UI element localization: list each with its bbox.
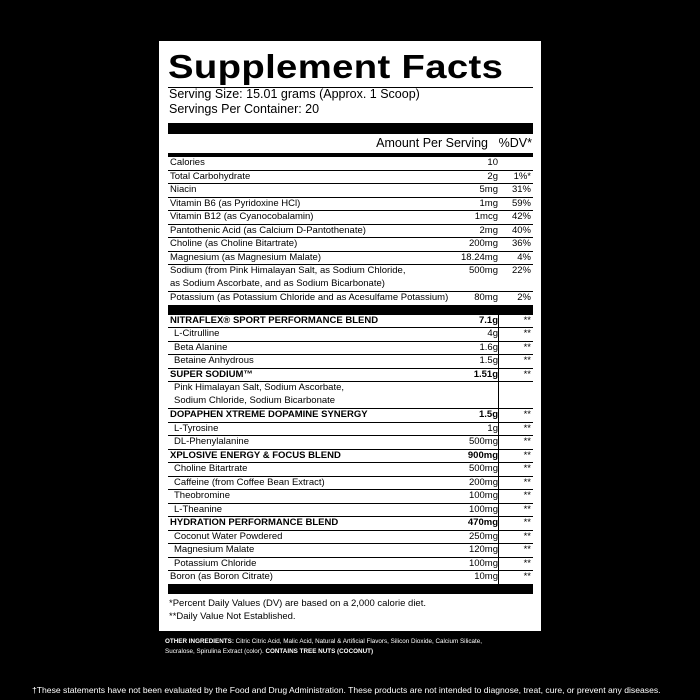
blend-ingredient-row [168, 342, 533, 356]
serving-size: Serving Size: 15.01 grams (Approx. 1 Scoop) [169, 87, 420, 101]
amount-value: 10mg [474, 571, 498, 582]
dv-value: ** [523, 314, 531, 326]
ingredient-name-line: Beta Alanine [174, 341, 228, 353]
ingredient-name [170, 252, 321, 265]
ingredient-name-line: HYDRATION PERFORMANCE BLEND [170, 517, 339, 528]
blend-ingredient-row [168, 571, 533, 585]
footnotes [169, 597, 426, 623]
ingredient-name-line: Magnesium Malate [174, 544, 255, 555]
ingredient-name [170, 450, 341, 463]
amount-value: 18.24mg [461, 251, 498, 263]
dv-value: ** [523, 490, 531, 501]
ingredient-name [174, 463, 247, 476]
other-ingredients-text: Citric Citric Acid, Malic Acid, Natural & Artificial Flavors, Silicon Dioxide, Calcium Silicate, Sucralose, Spirulina Extract (color). [165, 638, 483, 655]
amount-value: 100mg [468, 557, 498, 569]
ingredient-name-line: DL-Phenylalanine [174, 436, 249, 447]
blend-header-row [168, 450, 533, 464]
ingredient-name [174, 355, 254, 368]
dv-value: 1%* [513, 170, 531, 182]
amount-value: 200mg [468, 238, 498, 249]
dv-value: 59% [511, 197, 531, 209]
ingredient-name [170, 315, 378, 328]
amount-value: 80mg [474, 292, 498, 303]
ingredient-name-line: Betaine Anhydrous [174, 355, 254, 366]
dv-value: ** [523, 557, 531, 569]
ingredient-name [170, 571, 273, 584]
blend-ingredient-row [168, 544, 533, 558]
allergen-statement: CONTAINS TREE NUTS (COCONUT) [265, 648, 374, 655]
ingredient-name-line: L-Citrulline [174, 328, 220, 339]
ingredient-name-line: NITRAFLEX® SPORT PERFORMANCE BLEND [170, 314, 379, 326]
dv-value: ** [523, 571, 531, 582]
amount-value: 1.51g [473, 368, 498, 380]
amount-value: 900mg [467, 449, 498, 461]
ingredient-name-line: Caffeine (from Coffee Bean Extract) [174, 476, 325, 488]
ingredient-name-line-2: Sodium Chloride, Sodium Bicarbonate [174, 394, 336, 406]
ingredient-name-line: Magnesium (as Magnesium Malate) [170, 251, 322, 263]
dv-value: ** [523, 517, 531, 528]
nutrient-row [168, 171, 533, 185]
ingredient-name [170, 369, 253, 382]
nutrient-row [168, 238, 533, 252]
ingredient-name-line: Coconut Water Powdered [174, 530, 283, 542]
nutrient-row [168, 292, 533, 306]
ingredient-name [170, 409, 368, 422]
ingredient-name [174, 423, 218, 436]
thick-divider [168, 306, 533, 315]
amount-value: 1mcg [474, 211, 498, 222]
amount-value: 2mg [479, 224, 498, 236]
ingredient-name-line: Vitamin B12 (as Cyanocobalamin) [170, 211, 314, 222]
other-ingredients-label: OTHER INGREDIENTS: [165, 638, 234, 645]
dv-value: 42% [511, 211, 531, 222]
ingredient-name-line: Pink Himalayan Salt, Sodium Ascorbate, [174, 382, 345, 393]
facts-table [168, 157, 533, 594]
ingredient-name [170, 184, 196, 197]
ingredient-name-line: Boron (as Boron Citrate) [170, 571, 273, 582]
nutrient-row [168, 225, 533, 239]
amount-value: 1.5g [478, 409, 498, 420]
amount-value: 100mg [468, 503, 498, 515]
dv-value: 40% [511, 224, 531, 236]
dv-value: ** [523, 503, 531, 515]
nutrient-row [168, 157, 533, 171]
ingredient-name [170, 238, 297, 251]
amount-value: 120mg [468, 544, 498, 555]
ingredient-name [174, 328, 219, 341]
amount-value: 4g [487, 328, 498, 339]
blend-ingredient-row [168, 328, 533, 342]
fda-disclaimer: †These statements have not been evaluated by the Food and Drug Administration. These products are not intended to diagnose, treat, cure, or prevent any diseases. [32, 685, 661, 695]
dv-value: ** [523, 422, 531, 434]
ingredient-name-line: Niacin [170, 184, 197, 195]
dv-value: ** [523, 544, 531, 555]
ingredient-name-line: Potassium (as Potassium Chloride and as Acesulfame Potassium) [170, 292, 449, 303]
ingredient-name [170, 517, 338, 530]
amount-value: 200mg [468, 476, 498, 488]
blend-ingredient-row [168, 423, 533, 437]
amount-value: 1mg [479, 197, 498, 209]
ingredient-name [174, 342, 227, 355]
ingredient-name [170, 157, 205, 170]
ingredient-name-line: Vitamin B6 (as Pyridoxine HCl) [170, 197, 301, 209]
blend-header-row [168, 409, 533, 423]
amount-value: 500mg [468, 436, 498, 447]
amount-value: 470mg [467, 517, 498, 528]
amount-value: 1g [487, 422, 498, 434]
blend-ingredient-row [168, 558, 533, 572]
ingredient-name-line: Theobromine [174, 490, 230, 501]
blend-header-row [168, 369, 533, 383]
blend-ingredient-row [168, 436, 533, 450]
ingredient-name-line: Choline (as Choline Bitartrate) [170, 238, 298, 249]
ingredient-name-line-2: as Sodium Ascorbate, and as Sodium Bicarbonate) [170, 277, 385, 289]
ingredient-name-line: L-Theanine [174, 503, 223, 515]
nutrient-row [168, 252, 533, 266]
dv-value: ** [523, 530, 531, 542]
ingredient-name-line: L-Tyrosine [174, 422, 219, 434]
dv-value: 31% [511, 184, 531, 195]
panel-title: Supplement Facts [168, 48, 504, 85]
ingredient-name [174, 490, 230, 503]
nutrient-row [168, 211, 533, 225]
ingredient-name [174, 436, 249, 449]
blend-ingredient-row [168, 382, 533, 409]
dv-value: 4% [517, 251, 531, 263]
ingredient-name-line: Sodium (from Pink Himalayan Salt, as Sodium Chloride, [170, 265, 406, 276]
ingredient-name [174, 558, 256, 571]
ingredient-name-line: Choline Bitartrate [174, 463, 248, 474]
blend-ingredient-row [168, 355, 533, 369]
ingredient-name-line: SUPER SODIUM™ [170, 368, 253, 380]
dv-value: ** [523, 355, 531, 366]
blend-ingredient-row [168, 463, 533, 477]
thick-divider [168, 585, 533, 594]
nutrient-row [168, 198, 533, 212]
dv-value: ** [523, 409, 531, 420]
ingredient-name-line: DOPAPHEN XTREME DOPAMINE SYNERGY [170, 409, 368, 420]
ingredient-name [170, 265, 405, 290]
dv-value: ** [523, 368, 531, 380]
dv-value: 2% [517, 292, 531, 303]
ingredient-name [170, 225, 366, 238]
nutrient-row [168, 184, 533, 198]
dv-value: ** [523, 436, 531, 447]
other-ingredients [165, 637, 485, 657]
ingredient-name [170, 211, 313, 224]
dv-value: ** [523, 341, 531, 353]
blend-ingredient-row [168, 531, 533, 545]
ingredient-name [174, 382, 344, 407]
amount-value: 5mg [479, 184, 498, 195]
ingredient-name [174, 477, 325, 490]
amount-value: 250mg [468, 530, 498, 542]
amount-value: 10 [487, 157, 498, 168]
amount-value: 100mg [468, 490, 498, 501]
amount-value: 500mg [468, 463, 498, 474]
serving-info [169, 87, 420, 117]
dv-value: ** [523, 328, 531, 339]
blend-ingredient-row [168, 477, 533, 491]
blend-ingredient-row [168, 490, 533, 504]
servings-per-container: Servings Per Container: 20 [169, 102, 320, 116]
blend-header-row [168, 315, 533, 329]
dv-value: ** [523, 449, 531, 461]
ingredient-name [170, 171, 250, 184]
supplement-facts-panel [159, 41, 541, 631]
ingredient-name-line: XPLOSIVE ENERGY & FOCUS BLEND [170, 449, 341, 461]
ingredient-name-line: Total Carbohydrate [170, 170, 251, 182]
ingredient-name [174, 544, 254, 557]
ingredient-name [170, 198, 300, 211]
amount-value: 1.5g [479, 355, 498, 366]
amount-value: 7.1g [478, 314, 498, 326]
amount-per-serving-header: Amount Per Serving [376, 136, 488, 150]
dv-value: 22% [511, 265, 531, 276]
ingredient-name-line: Potassium Chloride [174, 557, 257, 569]
blend-header-row [168, 517, 533, 531]
dv-value: ** [523, 463, 531, 474]
ingredient-name-line: Pantothenic Acid (as Calcium D-Pantothenate) [170, 224, 366, 236]
amount-value: 500mg [468, 265, 498, 276]
dv-value: ** [523, 476, 531, 488]
dv-header: %DV* [498, 136, 532, 150]
amount-header-row [168, 135, 533, 153]
ingredient-name [174, 531, 282, 544]
amount-value: 1.6g [479, 341, 498, 353]
dv-value: 36% [511, 238, 531, 249]
nutrient-row [168, 265, 533, 292]
thick-divider [168, 123, 533, 134]
blend-ingredient-row [168, 504, 533, 518]
footnote-dv: *Percent Daily Values (DV) are based on a 2,000 calorie diet. [169, 598, 426, 609]
footnote-not-established: **Daily Value Not Established. [169, 611, 296, 622]
ingredient-name-line: Calories [170, 157, 205, 168]
ingredient-name [170, 292, 448, 305]
amount-value: 2g [487, 170, 498, 182]
ingredient-name [174, 504, 222, 517]
